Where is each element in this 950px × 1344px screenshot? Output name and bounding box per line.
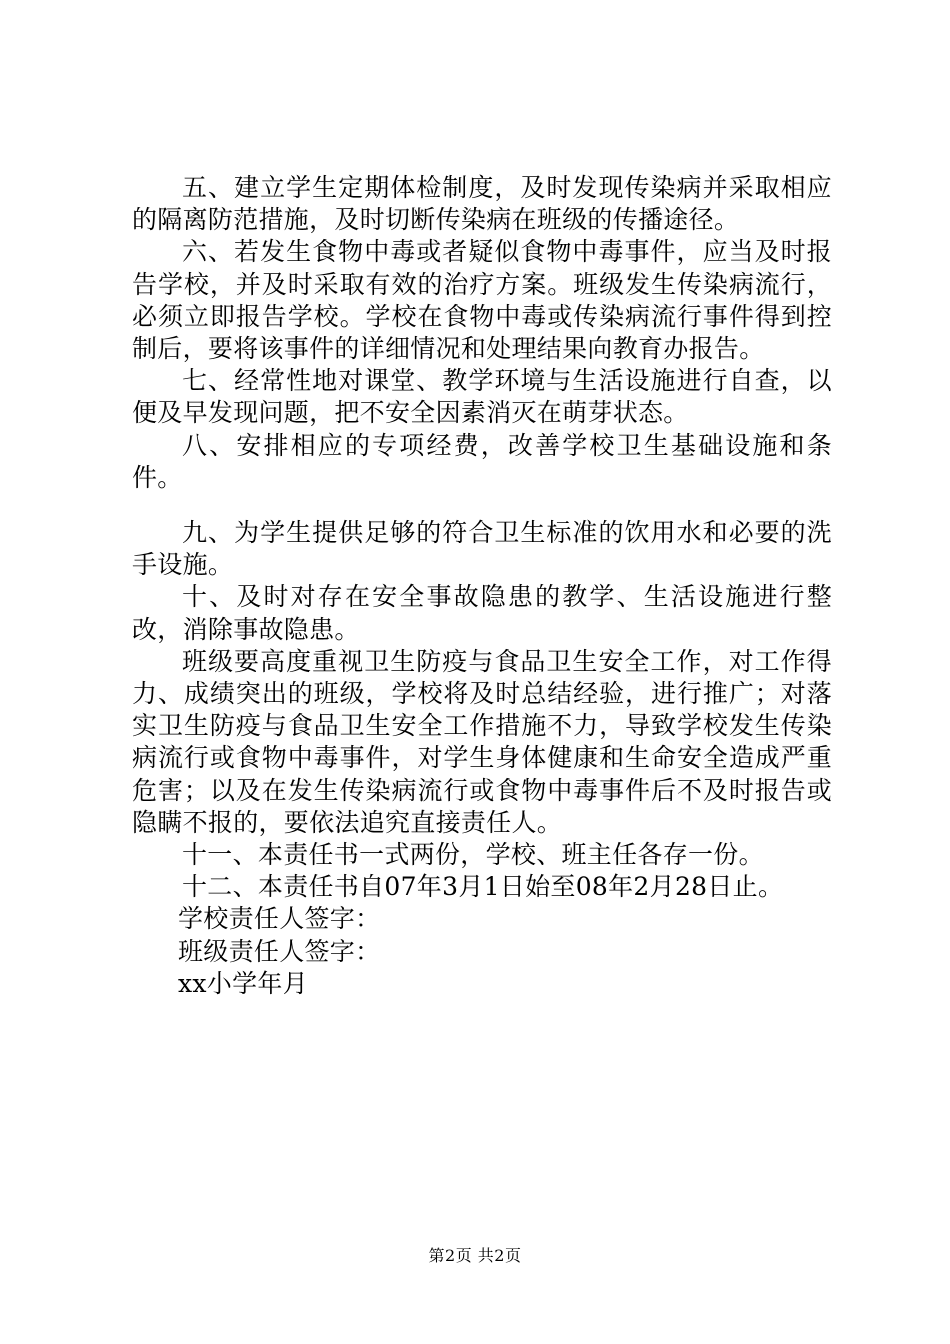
paragraph-item-12: 十二、本责任书自07年3月1日始至08年2月28日止。 [182, 872, 784, 902]
paragraph-spacer [132, 494, 832, 517]
page-number: 第2页 共2页 [428, 1246, 522, 1265]
class-signer-line: 班级责任人签字： [178, 936, 381, 966]
paragraph-item-10: 十、及时对存在安全事故隐患的教学、生活设施进行整改，消除事故隐患。 [132, 582, 832, 644]
paragraph-item-7: 七、经常性地对课堂、教学环境与生活设施进行自查，以便及早发现问题，把不安全因素消灭在萌芽状态。 [132, 366, 832, 428]
paragraph-item-11: 十一、本责任书一式两份，学校、班主任各存一份。 [182, 840, 764, 870]
paragraph-item-8: 八、安排相应的专项经费，改善学校卫生基础设施和条件。 [132, 430, 832, 492]
paragraph-accountability: 班级要高度重视卫生防疫与食品卫生安全工作，对工作得力、成绩突出的班级，学校将及时总结经验，进行推广；对落实卫生防疫与食品卫生安全工作措施不力，导致学校发生传染病流行或食物中毒事件，对学生身体健康和生命安全造成严重危害；以及在发生传染病流行或食物中毒事件后不及时报告或隐瞒不报的，要依法追究直接责任人。 [132, 646, 832, 837]
paragraph-item-5: 五、建立学生定期体检制度，及时发现传染病并采取相应的隔离防范措施，及时切断传染病在班级的传播途径。 [132, 173, 832, 235]
paragraph-item-6: 六、若发生食物中毒或者疑似食物中毒事件，应当及时报告学校，并及时采取有效的治疗方案。班级发生传染病流行，必须立即报告学校。学校在食物中毒或传染病流行事件得到控制后，要将该事件的详细情况和处理结果向教育办报告。 [132, 237, 832, 364]
paragraph-item-9: 九、为学生提供足够的符合卫生标准的饮用水和必要的洗手设施。 [132, 518, 832, 580]
document-body [132, 172, 832, 1000]
school-signer-line: 学校责任人签字： [178, 904, 381, 934]
school-date-line: xx小学年月 [178, 968, 308, 998]
